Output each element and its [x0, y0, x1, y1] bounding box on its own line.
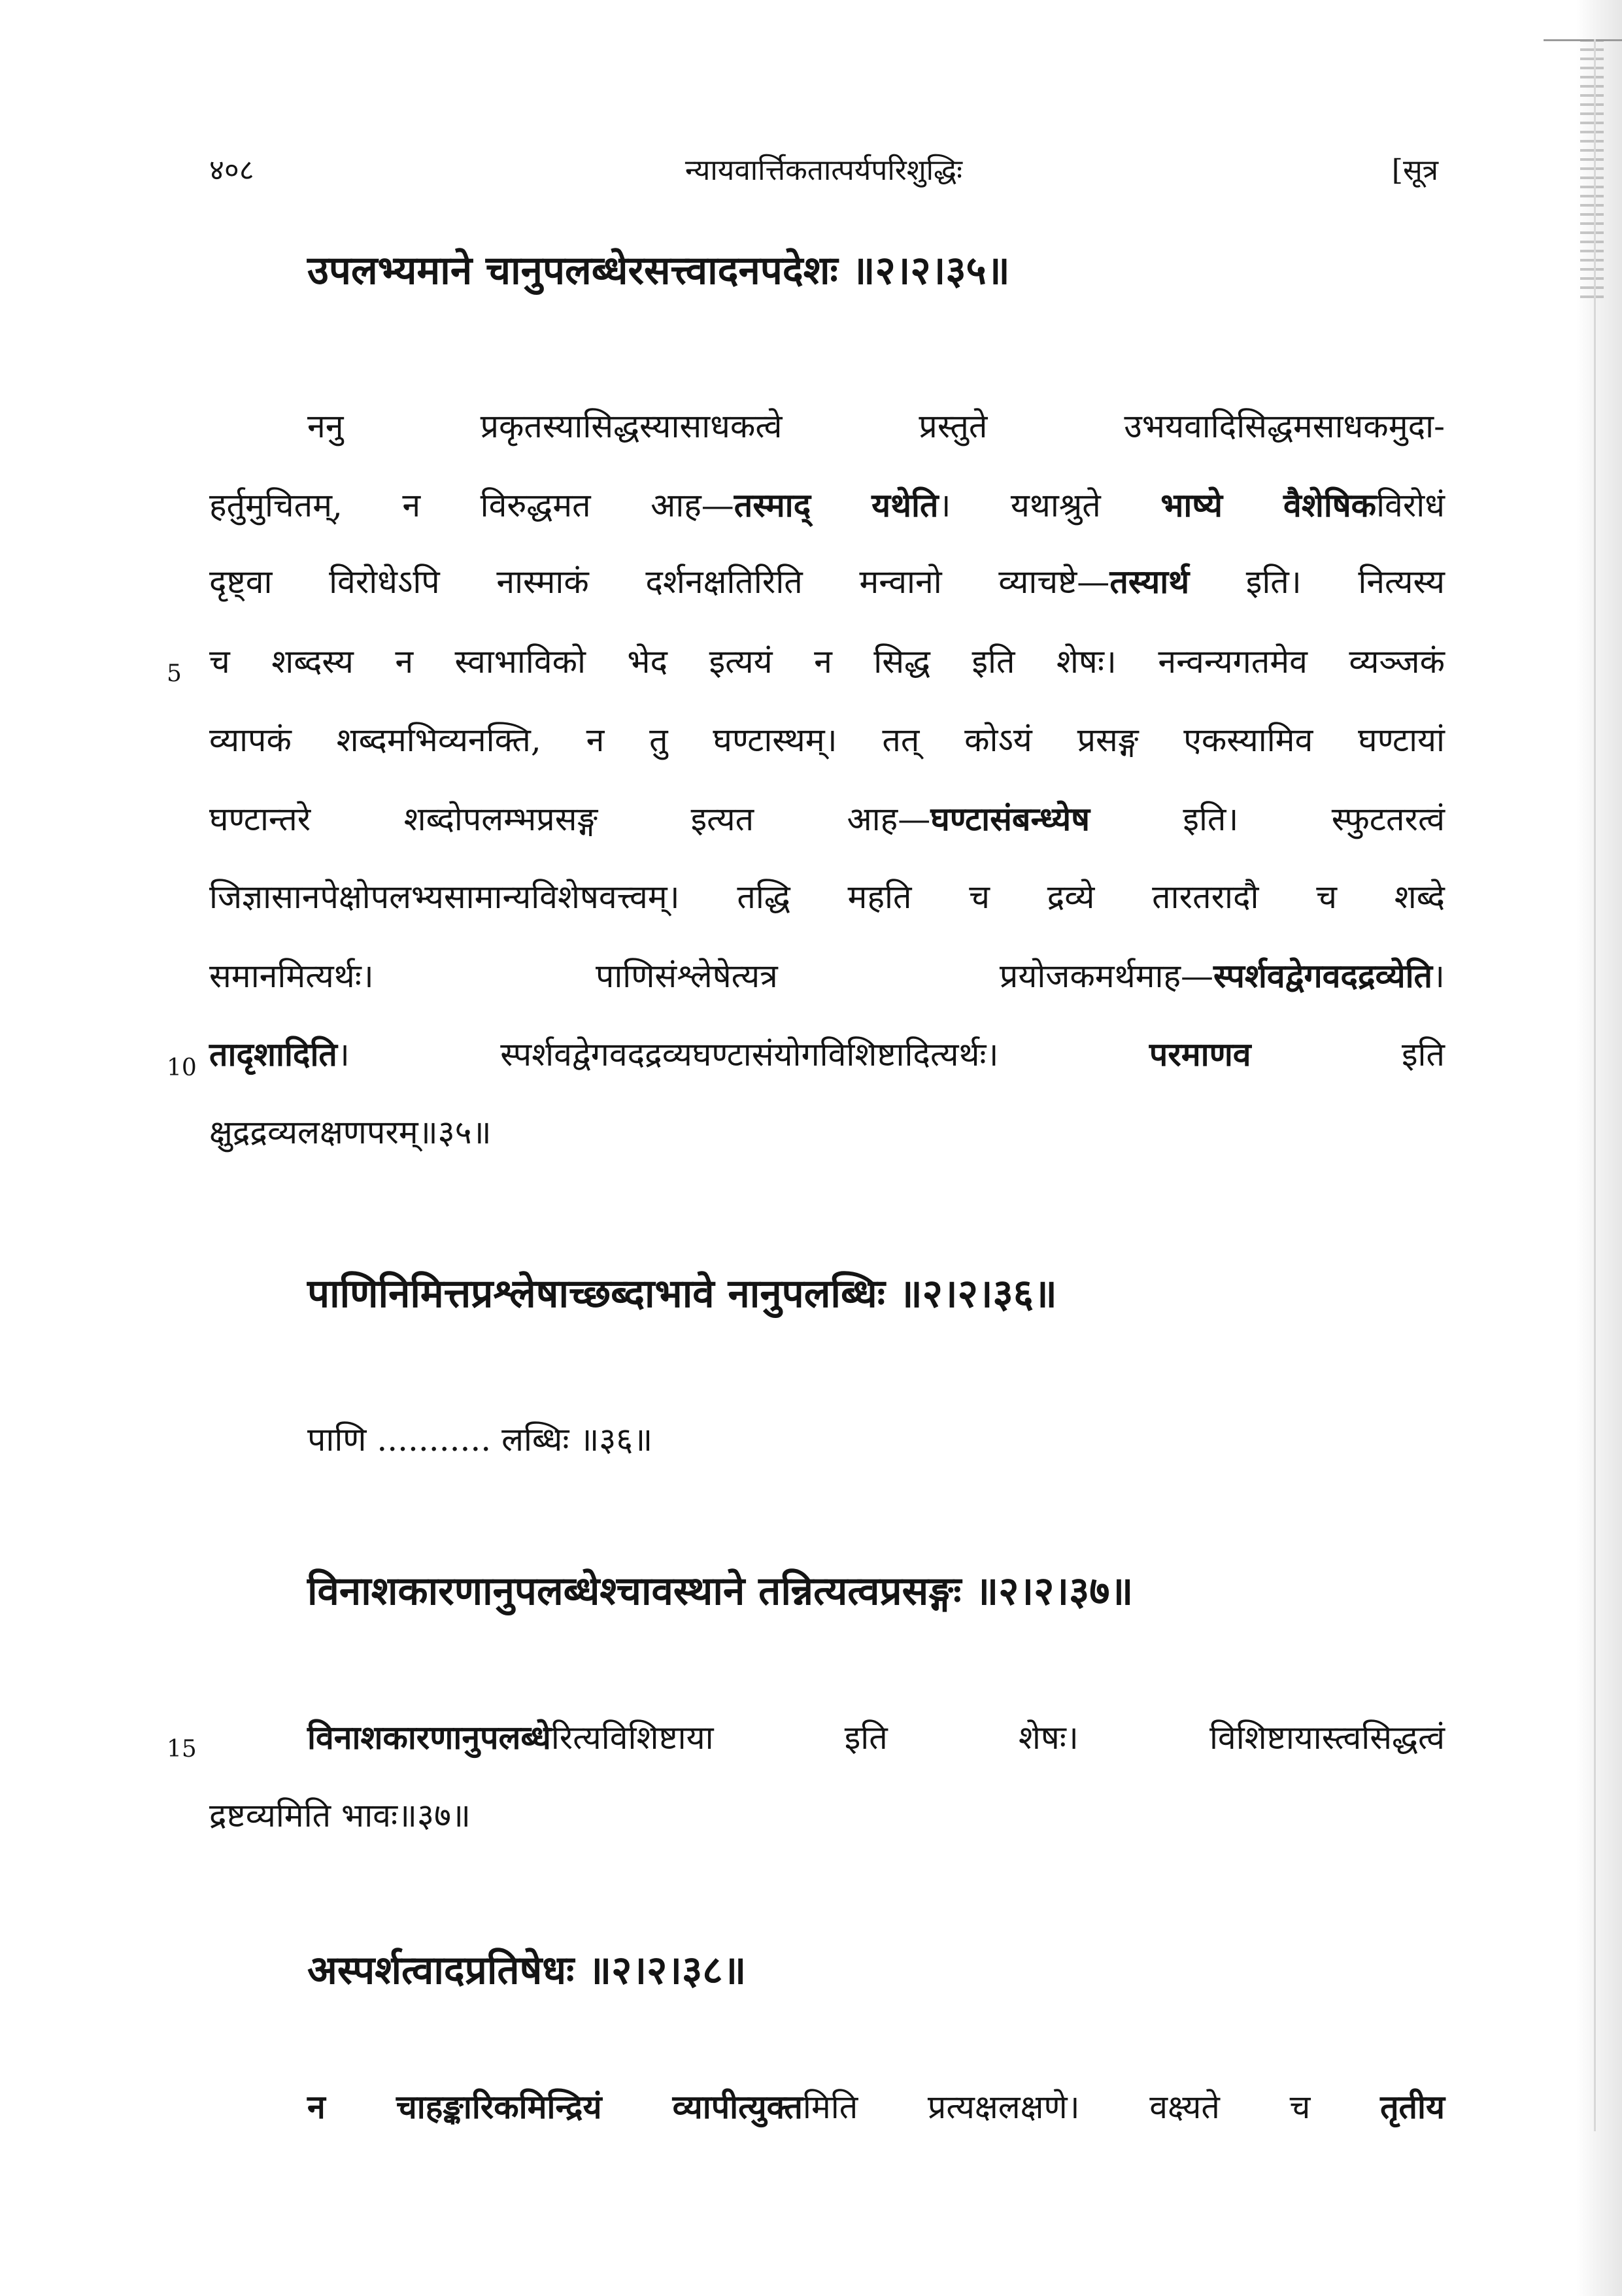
text-segment: समानमित्यर्थः। पाणिसंश्लेषेत्यत्र प्रयोजकमर्थमाह— — [209, 957, 1214, 995]
sutra-37: विनाशकारणानुपलब्धेश्चावस्थाने तन्नित्यत्वप्रसङ्गः ॥२।२।३७॥ — [307, 1568, 1134, 1614]
lemma-bold: तृतीय — [1380, 2087, 1445, 2126]
text-segment: विरोधं — [1376, 486, 1445, 524]
commentary-line-12 — [307, 1719, 1445, 1756]
lemma-bold: स्पर्शवद्वेगवदद्रव्येति — [1213, 956, 1433, 995]
text-segment: इति। नित्यस्य — [1189, 563, 1445, 601]
commentary-line-5: व्यापकं शब्दमभिव्यनक्ति, न तु घण्टास्थम्। तत् कोऽयं प्रसङ्ग एकस्यामिव घण्टायां — [209, 721, 1445, 759]
lemma-bold: परमाणव — [1149, 1035, 1251, 1073]
edge-line — [1594, 39, 1596, 2131]
commentary-line-10: क्षुद्रद्रव्यलक्षणपरम्॥३५॥ — [209, 1113, 492, 1151]
text-segment: रित्यविशिष्टाया इति शेषः। विशिष्टायास्त्वसिद्धत्वं — [550, 1719, 1445, 1757]
sutra-38: अस्पर्शत्वादप्रतिषेधः ॥२।२।३८॥ — [307, 1948, 747, 1993]
lemma-bold: विनाशकारणानुपलब्धे — [307, 1718, 551, 1757]
text-segment: । स्पर्शवद्वेगवदद्रव्यघण्टासंयोगविशिष्टादित्यर्थः। — [337, 1036, 1149, 1073]
text-segment: इति — [1251, 1036, 1445, 1073]
commentary-line-14 — [307, 2089, 1445, 2125]
lemma-bold: न चाहङ्कारिकमिन्द्रियं व्यापीत्युक्त — [307, 2087, 803, 2126]
commentary-line-7: जिज्ञासानपेक्षोपलभ्यसामान्यविशेषवत्त्वम्। तद्धि महति च द्रव्ये तारतरादौ च शब्दे — [209, 878, 1445, 916]
lemma-bold: घण्टासंबन्ध्येष — [930, 800, 1090, 838]
lemma-bold: तस्यार्थ — [1109, 562, 1190, 601]
commentary-line-3 — [209, 564, 1445, 600]
text-segment: इति। स्फुटतरत्वं — [1090, 800, 1445, 838]
edge-scan-marks — [1580, 39, 1604, 301]
page-edge-shadow — [1576, 0, 1622, 2296]
line-number: 10 — [167, 1055, 197, 1081]
text-segment: । — [1432, 957, 1445, 995]
section-mark: [सूत्र — [1391, 154, 1438, 187]
commentary-line-9 — [209, 1036, 1445, 1073]
commentary-line-2 — [209, 487, 1445, 524]
text-segment: हर्तुमुचितम्, न विरुद्धमत आह— — [209, 486, 734, 524]
text-segment: । यथाश्रुते — [938, 486, 1161, 524]
commentary-line-4: च शब्दस्य न स्वाभाविको भेद इत्ययं न सिद्ध इति शेषः। नन्वन्यगतमेव व्यञ्जकं — [209, 643, 1445, 681]
line-number: 5 — [167, 660, 182, 687]
lemma-bold: तादृशादिति — [209, 1035, 337, 1073]
sutra-36: पाणिनिमित्तप्रश्लेषाच्छब्दाभावे नानुपलब्धिः ॥२।२।३६॥ — [307, 1271, 1057, 1317]
page-number: ४०८ — [209, 154, 254, 187]
text-segment: घण्टान्तरे शब्दोपलम्भप्रसङ्ग इत्यत आह— — [209, 800, 931, 838]
commentary-line-8 — [209, 958, 1445, 994]
commentary-line-13: द्रष्टव्यमिति भावः॥३७॥ — [209, 1797, 471, 1834]
lemma-bold: भाष्ये वैशेषिक — [1160, 486, 1377, 524]
line-number: 15 — [167, 1736, 197, 1763]
text-segment: दृष्ट्वा विरोधेऽपि नास्माकं दर्शनक्षतिरिति मन्वानो व्याचष्टे— — [209, 563, 1110, 601]
commentary-line-1: ननु प्रकृतस्यासिद्धस्यासाधकत्वे प्रस्तुते उभयवादिसिद्धमसाधकमुदा- — [307, 407, 1445, 445]
commentary-line-11: पाणि ........... लब्धिः ॥३६॥ — [307, 1421, 653, 1459]
text-segment: मिति प्रत्यक्षलक्षणे। वक्ष्यते च — [802, 2088, 1381, 2126]
sutra-35: उपलभ्यमाने चानुपलब्धेरसत्त्वादनपदेशः ॥२।२।३५॥ — [307, 248, 1010, 294]
commentary-line-6 — [209, 801, 1445, 837]
running-title: न्यायवार्त्तिकतात्पर्यपरिशुद्धिः — [684, 154, 963, 187]
page-header — [209, 149, 1438, 195]
lemma-bold: तस्माद् यथेति — [734, 486, 939, 524]
